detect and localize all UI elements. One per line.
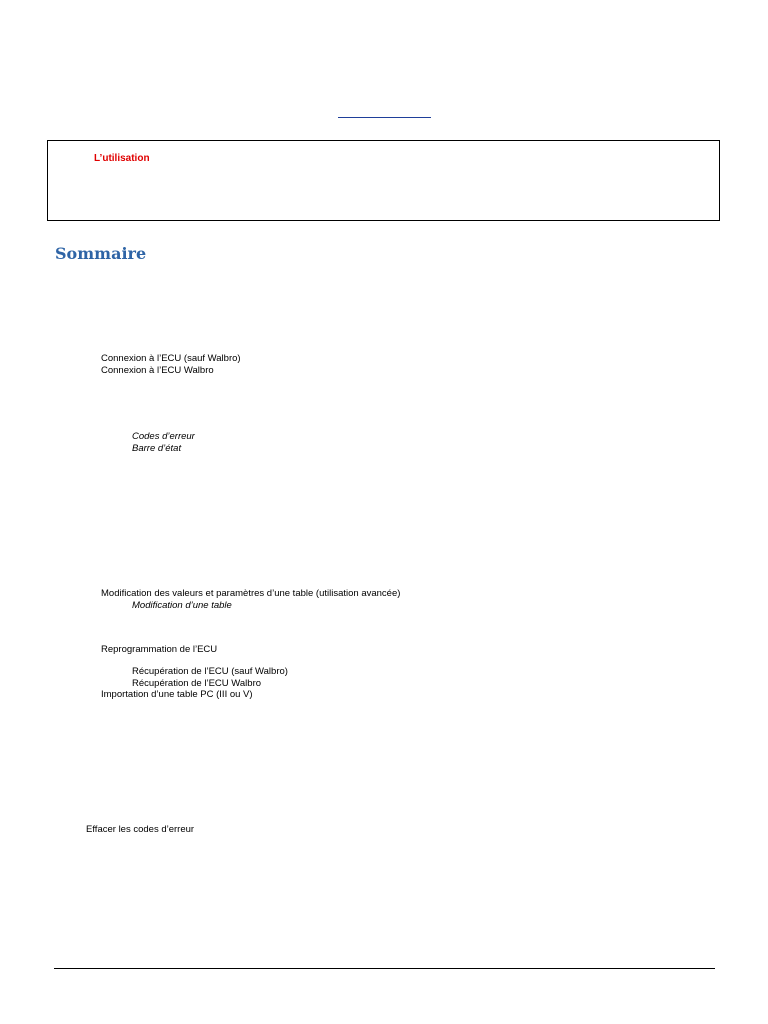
toc-entry-codes-erreur[interactable]: Codes d’erreur xyxy=(132,431,195,442)
toc-entry-reprogrammation[interactable]: Reprogrammation de l’ECU xyxy=(101,644,218,655)
toc-entry-effacer-codes[interactable]: Effacer les codes d’erreur xyxy=(86,824,195,835)
toc-entry-importation-table[interactable]: Importation d’une table PC (III ou V) xyxy=(101,689,253,700)
toc-entry-modification-valeurs[interactable]: Modification des valeurs et paramètres d’une table (utilisation avancée) xyxy=(101,588,401,599)
toc-entry-connexion-ecu[interactable]: Connexion à l’ECU (sauf Walbro) xyxy=(101,353,241,364)
toc-entry-barre-etat[interactable]: Barre d’état xyxy=(132,443,182,454)
toc-entry-recuperation-ecu[interactable]: Récupération de l’ECU (sauf Walbro) xyxy=(132,666,288,677)
toc-entry-modification-table[interactable]: Modification d’une table xyxy=(132,600,232,611)
hyperlink-underline[interactable] xyxy=(338,117,431,118)
footer-divider xyxy=(54,968,715,969)
toc-entry-recuperation-ecu-walbro[interactable]: Récupération de l’ECU Walbro xyxy=(132,678,262,689)
toc-heading: Sommaire xyxy=(55,244,147,263)
notice-box xyxy=(47,140,720,221)
notice-title: L’utilisation xyxy=(94,153,150,164)
toc-entry-connexion-ecu-walbro[interactable]: Connexion à l’ECU Walbro xyxy=(101,365,214,376)
